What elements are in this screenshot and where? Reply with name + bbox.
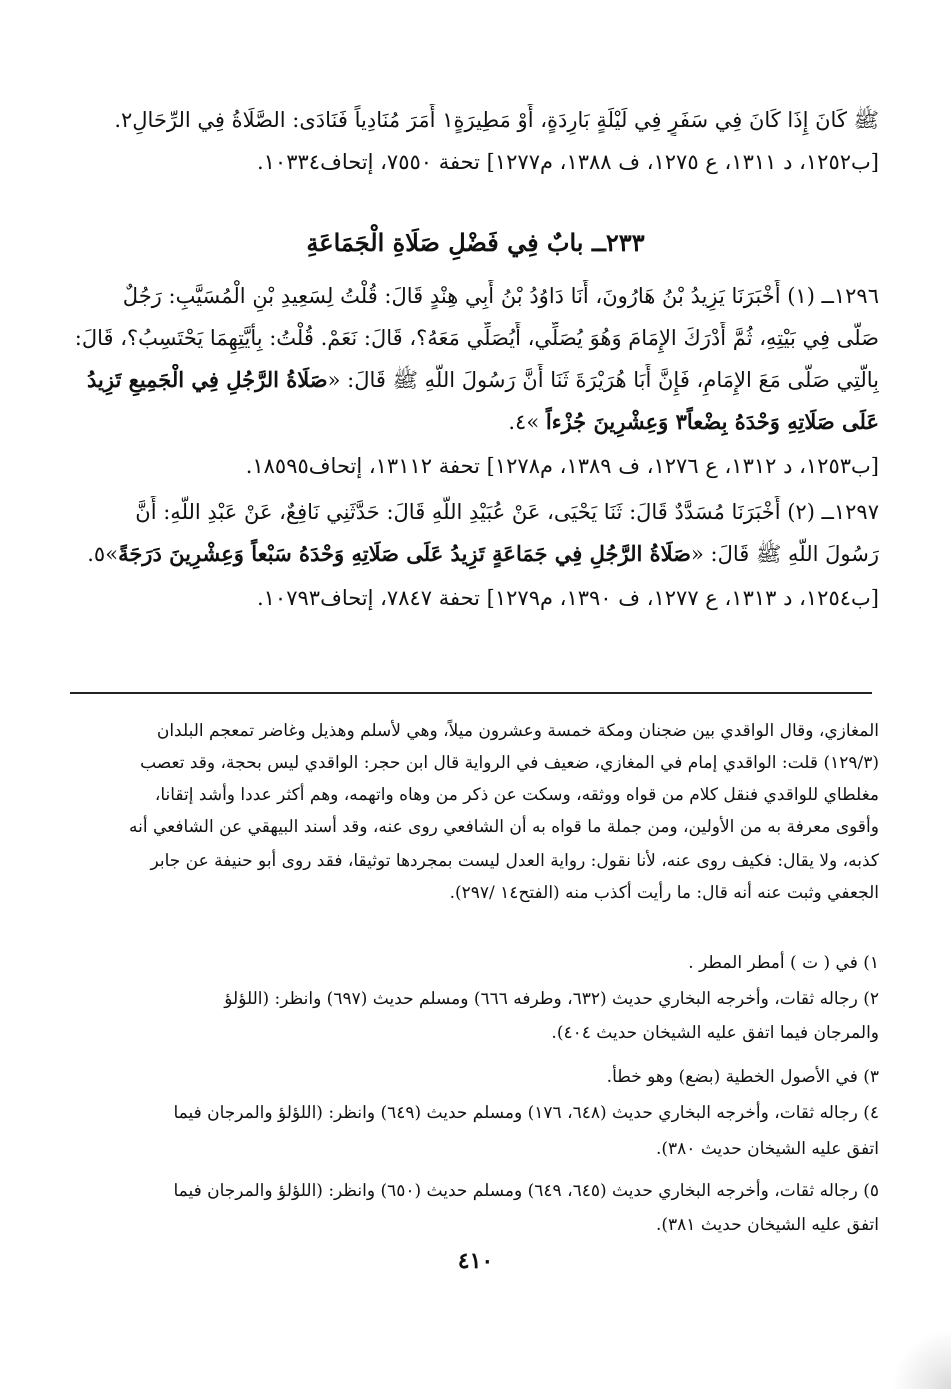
footnote-line: مغلطاي للواقدي فنقل كلام من قواه ووثقه، وسكت عن ذكر من وهاه واتهمه، وهم أكثر عددا وأشد إتقانا،	[154, 785, 879, 805]
scan-shadow	[891, 1329, 951, 1389]
hadith-1296-line-3	[70, 364, 879, 396]
footnote-4-line-2: اتفق عليه الشيخان حديث ٣٨٠).	[655, 1139, 879, 1159]
footnote-line: المغازي، وقال الواقدي بين ضجنان ومكة خمسة وعشرون ميلاً، وهي لأسلم وهذيل وغاضر تمعجم البلدان	[156, 721, 879, 741]
hadith-1297-intro: رَسُولَ اللَّهِ ﷺ قَالَ: «	[691, 542, 879, 566]
reference-line: [ب١٢٥٢، د ١٣١١، ع ١٢٧٥، ف ١٣٨٨، م١٢٧٧] تحفة ٧٥٥٠، إتحاف١٠٣٣٤.	[256, 150, 879, 174]
hadith-1297-reference: [ب١٢٥٤، د ١٣١٣، ع ١٢٧٧، ف ١٣٩٠، م١٢٧٩] تحفة ٧٨٤٧، إتحاف١٠٧٩٣.	[256, 586, 879, 610]
footnote-2-line-1: ٢) رجاله ثقات، وأخرجه البخاري حديث (٦٣٢، وطرفه ٦٦٦) ومسلم حديث (٦٩٧) وانظر: (اللؤلؤ	[224, 989, 879, 1009]
hadith-1296-line-3-intro: بِالَّتِي صَلَّى مَعَ الإِمَامِ، فَإِنَّ أَبَا هُرَيْرَةَ ثَنَا أَنَّ رَسُولَ اللَّهِ ﷺ قَالَ: «	[327, 368, 879, 392]
footnote-1: ١) في ( ت ) أمطر المطر .	[688, 953, 879, 973]
footnote-line: الجعفي وثبت عنه أنه قال: ما رأيت أكذب منه (الفتح١٤ /٢٩٧).	[449, 883, 879, 903]
hadith-1296-line-4	[70, 406, 879, 438]
hadith-1297-line-1: ١٢٩٧ــ (٢) أَخْبَرَنَا مُسَدَّدٌ قَالَ: ثَنَا يَحْيَى، عَنْ عُبَيْدِ اللَّهِ قَالَ: حَدَّثَنِي نَافِعٌ، عَنْ عَبْدِ اللَّهِ: أَنَّ	[135, 500, 879, 524]
footnote-line: (١٢٩/٣) قلت: الواقدي إمام في المغازي، ضعيف في الرواية قال ابن حجر: الواقدي ليس بحجة، وقد تعصب	[140, 753, 879, 773]
hadith-1297-footnote-mark: »٥.	[87, 542, 119, 566]
chapter-heading: ٢٣٣ــ بابٌ فِي فَضْلِ صَلَاةِ الْجَمَاعَةِ	[306, 228, 645, 257]
hadith-1296-reference: [ب١٢٥٣، د ١٣١٢، ع ١٢٧٦، ف ١٣٨٩، م١٢٧٨] تحفة ١٣١١٢، إتحاف١٨٥٩٥.	[245, 454, 879, 478]
hadith-1297-line-2	[70, 538, 879, 570]
page-number: ٤١٠	[457, 1248, 494, 1274]
hadith-1296-footnote-mark: »٤.	[508, 410, 546, 434]
footnote-5-line-2: اتفق عليه الشيخان حديث ٣٨١).	[655, 1215, 879, 1235]
footnote-line: وأقوى معرفة به من الأولين، ومن جملة ما قواه به أن الشافعي روى عنه، وقد أسند البيهقي عن الشافعي أنه	[128, 817, 879, 837]
text-line-hadith-continuation: ﷺ كَانَ إِذَا كَانَ فِي سَفَرٍ فِي لَيْلَةٍ بَارِدَةٍ، أَوْ مَطِيرَةٍ١ أَمَرَ مُنَادِياً فَنَادَى: الصَّلَاةُ فِي الرِّحَالِ٢.	[114, 108, 879, 132]
footnote-divider	[70, 692, 872, 694]
hadith-1296-line-1: ١٢٩٦ــ (١) أَخْبَرَنَا يَزِيدُ بْنُ هَارُونَ، أَنَا دَاوُدُ بْنُ أَبِي هِنْدٍ قَالَ: قُلْتُ لِسَعِيدِ بْنِ الْمُسَيَّبِ: رَجُلٌ	[122, 284, 879, 308]
footnote-line: كذبه، ولا يقال: فكيف روى عنه، لأنا نقول: رواية العدل ليست بمجردها توثيقا، فقد روى أبو حنيفة عن جابر	[150, 851, 879, 871]
hadith-1297-prophetic-text: صَلَاةُ الرَّجُلِ فِي جَمَاعَةٍ تَزِيدُ عَلَى صَلَاتِهِ وَحْدَهُ سَبْعاً وَعِشْرِينَ دَرَجَةً	[118, 541, 692, 566]
footnote-3: ٣) في الأصول الخطية (بضع) وهو خطأ.	[606, 1067, 879, 1087]
footnote-4-line-1: ٤) رجاله ثقات، وأخرجه البخاري حديث (٦٤٨، ١٧٦) ومسلم حديث (٦٤٩) وانظر: (اللؤلؤ والمرجان فيما	[173, 1103, 879, 1123]
hadith-1296-prophetic-text: صَلَاةُ الرَّجُلِ فِي الْجَمِيعِ تَزِيدُ	[87, 367, 328, 392]
footnote-2-line-2: والمرجان فيما اتفق عليه الشيخان حديث ٤٠٤).	[551, 1023, 879, 1043]
hadith-1296-prophetic-text-end: عَلَى صَلَاتِهِ وَحْدَهُ بِضْعاً٣ وَعِشْرِينَ جُزْءاً	[545, 409, 879, 434]
hadith-1296-line-2: صَلَّى فِي بَيْتِهِ، ثُمَّ أَدْرَكَ الإِمَامَ وَهُوَ يُصَلِّي، أَيُصَلِّي مَعَهُ؟، قَالَ: نَعَمْ. قُلْتُ: بِأَيَّتِهِمَا يَحْتَسِبُ؟، قَالَ:	[74, 326, 879, 350]
footnote-5-line-1: ٥) رجاله ثقات، وأخرجه البخاري حديث (٦٤٥، ٦٤٩) ومسلم حديث (٦٥٠) وانظر: (اللؤلؤ والمرجان فيما	[173, 1181, 879, 1201]
